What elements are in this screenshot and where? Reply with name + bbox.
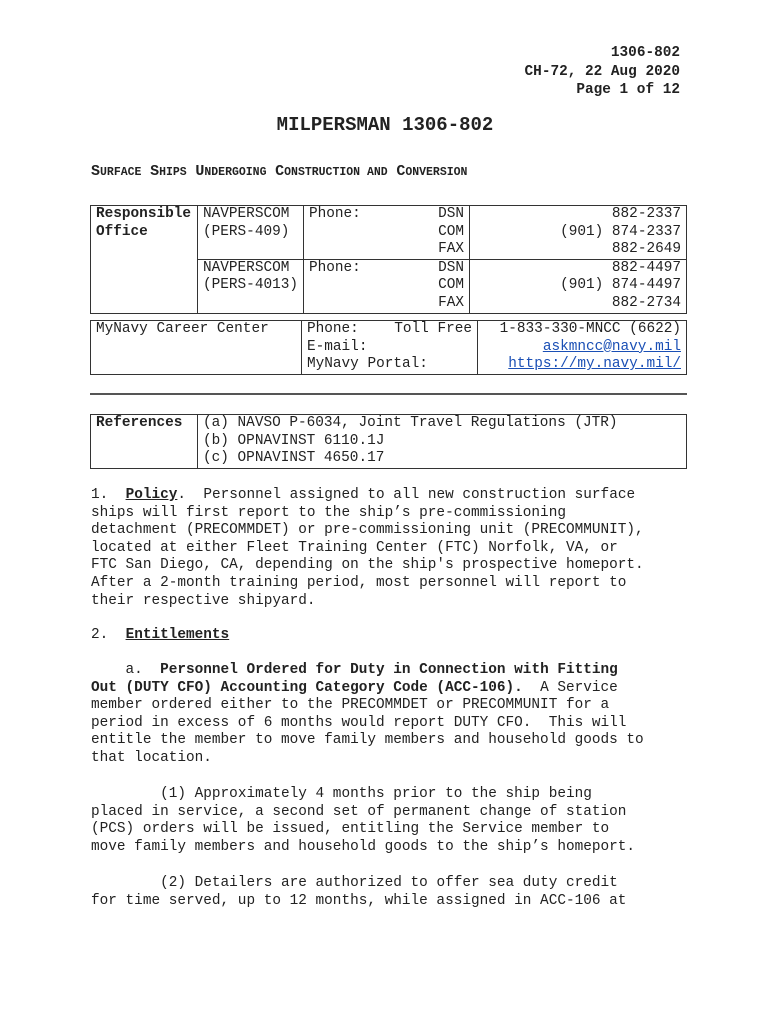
section-heading: Policy <box>125 487 178 503</box>
org-name: NAVPERSCOM <box>203 206 290 222</box>
phone-label: Phone: <box>309 206 361 222</box>
subsection-heading: Out (DUTY CFO) Accounting Category Code (ACC-106). <box>91 679 523 696</box>
document-subtitle: SURFACE SHIPS UNDERGOING CONSTRUCTION AND CONVERSION <box>91 163 468 180</box>
label-line: Office <box>96 223 148 240</box>
responsible-office-table <box>90 205 687 314</box>
body-line: Personnel assigned to all new construction surface <box>203 487 636 503</box>
reference-item: (b) OPNAVINST 6110.1J <box>203 432 385 449</box>
page-indicator: Page 1 of 12 <box>576 82 680 98</box>
phone-label: Phone: <box>307 321 359 337</box>
body-line: (1) Approximately 4 months prior to the ship being <box>160 786 592 802</box>
body-line: member ordered either to the PRECOMMDET or PRECOMMUNIT for a <box>91 697 610 714</box>
office-phone-numbers <box>470 206 687 260</box>
references-list <box>198 415 687 469</box>
subsection-number: a. <box>125 662 143 678</box>
reference-item: (c) OPNAVINST 4650.17 <box>203 450 385 467</box>
phone-type: COM <box>438 223 464 240</box>
phone-label: Phone: <box>309 259 361 276</box>
horizontal-divider <box>90 393 687 395</box>
section-number: 2. <box>91 627 109 643</box>
label-line: Responsible <box>96 206 191 222</box>
body-line: located at either Fleet Training Center (FTC) Norfolk, VA, or <box>91 539 618 556</box>
body-line: FTC San Diego, CA, depending on the ship's prospective homeport. <box>91 557 644 574</box>
phone-number: 882-2649 <box>611 241 681 258</box>
phone-type: FAX <box>438 241 464 258</box>
responsible-office-label <box>91 206 198 314</box>
section-number: 1. <box>91 487 109 503</box>
document-title: MILPERSMAN 1306-802 <box>276 114 494 136</box>
email-label: E-mail: <box>307 338 368 355</box>
body-line: period in excess of 6 months would report DUTY CFO. This will <box>91 714 627 731</box>
references-label: References <box>91 415 198 469</box>
body-line: their respective shipyard. <box>91 592 316 609</box>
section-entitlements <box>91 627 691 645</box>
subsection-a <box>91 662 691 768</box>
phone-type: DSN <box>438 206 464 222</box>
org-code: (PERS-409) <box>203 223 290 240</box>
office-org <box>198 259 304 313</box>
office-phone-numbers <box>470 259 687 313</box>
phone-type: COM <box>438 277 464 294</box>
phone-number: 882-4497 <box>611 259 681 276</box>
body-line: After a 2-month training period, most personnel will report to <box>91 574 627 591</box>
portal-label: MyNavy Portal: <box>307 356 428 373</box>
phone-number: 882-2337 <box>611 206 681 222</box>
career-center-phone: 1-833-330-MNCC (6622) <box>499 321 681 337</box>
page-header <box>525 44 680 100</box>
body-line: detachment (PRECOMMDET) or pre-commissioning unit (PRECOMMUNIT), <box>91 522 644 539</box>
paragraph-1 <box>91 786 691 856</box>
org-code: (PERS-4013) <box>203 277 298 294</box>
portal-link[interactable]: https://my.navy.mil/ <box>508 356 681 373</box>
body-line: A Service <box>540 679 618 696</box>
office-phone-types <box>304 259 470 313</box>
body-line: entitle the member to move family members and household goods to <box>91 732 644 749</box>
body-line: that location. <box>91 749 212 766</box>
body-line: (2) Detailers are authorized to offer sea duty credit <box>160 875 618 891</box>
body-line: placed in service, a second set of permanent change of station <box>91 803 627 820</box>
career-center-table <box>90 320 687 375</box>
references-table <box>90 414 687 469</box>
paragraph-2 <box>91 875 691 910</box>
email-link[interactable]: askmncc@navy.mil <box>542 338 681 355</box>
toll-free-label: Toll Free <box>394 321 472 337</box>
office-org <box>198 206 304 260</box>
phone-number: (901) 874-4497 <box>560 277 681 294</box>
doc-number: 1306-802 <box>610 45 680 61</box>
phone-number: (901) 874-2337 <box>560 223 681 240</box>
reference-item: (a) NAVSO P-6034, Joint Travel Regulations (JTR) <box>203 415 618 431</box>
phone-number: 882-2734 <box>611 294 681 311</box>
career-center-labels <box>302 321 478 375</box>
section-heading: Entitlements <box>125 627 230 643</box>
org-name: NAVPERSCOM <box>203 259 290 276</box>
career-center-name: MyNavy Career Center <box>91 321 302 375</box>
body-line: move family members and household goods to the ship’s homeport. <box>91 838 636 855</box>
phone-type: FAX <box>438 294 464 311</box>
phone-type: DSN <box>438 259 464 276</box>
office-phone-types <box>304 206 470 260</box>
body-line: (PCS) orders will be issued, entitling the Service member to <box>91 821 610 838</box>
body-line: ships will first report to the ship’s pre-commissioning <box>91 504 566 521</box>
career-center-values <box>478 321 687 375</box>
subsection-heading: Personnel Ordered for Duty in Connection with Fitting <box>160 662 618 678</box>
section-policy: 1. Policy. Personnel assigned to all new construction surface ships will first report to the ship’s pre-commissioning detachment (PRECOMMDET) or pre-commissioning unit (PRECOMMUNIT), located at either Fleet Training Center (FTC) Norfolk, VA, or FTC San Diego, CA, depending on the ship's prospective homeport. After a 2-month training period, most personnel will report to their respective shipyard. <box>91 487 691 610</box>
body-line: for time served, up to 12 months, while assigned in ACC-106 at <box>91 892 627 909</box>
change-date: CH-72, 22 Aug 2020 <box>524 63 680 80</box>
